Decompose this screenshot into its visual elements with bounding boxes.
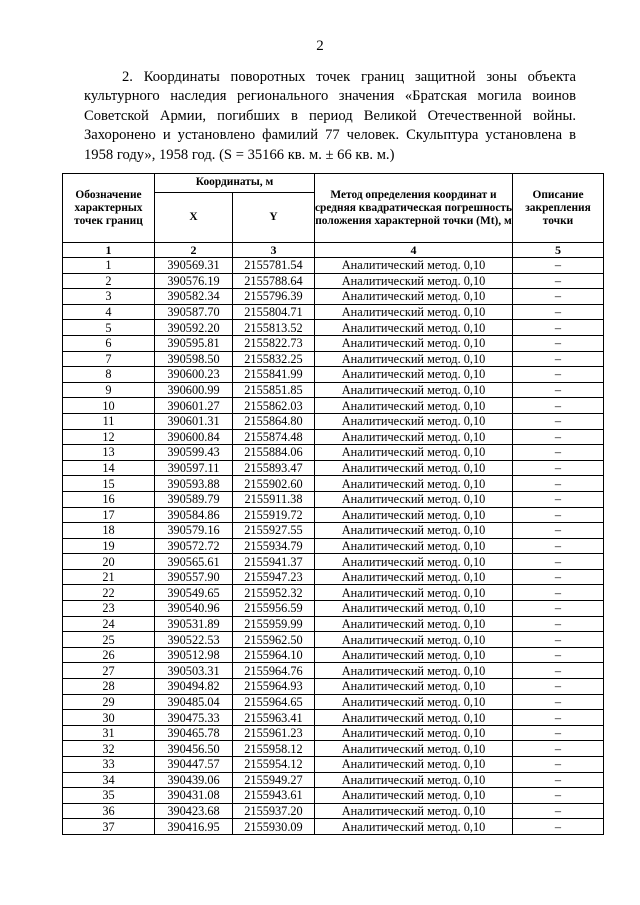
point-number-cell: 2 bbox=[63, 273, 155, 289]
description-cell: – bbox=[513, 585, 604, 601]
description-cell: – bbox=[513, 601, 604, 617]
table-row bbox=[63, 585, 604, 601]
x-coordinate-cell: 390584.86 bbox=[155, 507, 233, 523]
method-cell: Аналитический метод. 0,10 bbox=[315, 476, 513, 492]
y-coordinate-cell: 2155813.52 bbox=[233, 320, 315, 336]
x-coordinate-cell: 390569.31 bbox=[155, 258, 233, 274]
method-cell: Аналитический метод. 0,10 bbox=[315, 741, 513, 757]
description-cell: – bbox=[513, 304, 604, 320]
y-coordinate-cell: 2155788.64 bbox=[233, 273, 315, 289]
x-coordinate-cell: 390512.98 bbox=[155, 647, 233, 663]
x-coordinate-cell: 390465.78 bbox=[155, 725, 233, 741]
point-number-cell: 36 bbox=[63, 803, 155, 819]
x-coordinate-cell: 390600.84 bbox=[155, 429, 233, 445]
method-cell: Аналитический метод. 0,10 bbox=[315, 304, 513, 320]
header-description: Описание закрепления точки bbox=[513, 174, 604, 243]
x-coordinate-cell: 390503.31 bbox=[155, 663, 233, 679]
point-number-cell: 23 bbox=[63, 601, 155, 617]
x-coordinate-cell: 390599.43 bbox=[155, 445, 233, 461]
table-row bbox=[63, 725, 604, 741]
y-coordinate-cell: 2155832.25 bbox=[233, 351, 315, 367]
x-coordinate-cell: 390600.23 bbox=[155, 367, 233, 383]
x-coordinate-cell: 390531.89 bbox=[155, 616, 233, 632]
x-coordinate-cell: 390456.50 bbox=[155, 741, 233, 757]
description-cell: – bbox=[513, 320, 604, 336]
table-row bbox=[63, 304, 604, 320]
table-row bbox=[63, 523, 604, 539]
x-coordinate-cell: 390565.61 bbox=[155, 554, 233, 570]
table-row bbox=[63, 788, 604, 804]
y-coordinate-cell: 2155851.85 bbox=[233, 382, 315, 398]
column-number: 2 bbox=[155, 243, 233, 258]
y-coordinate-cell: 2155796.39 bbox=[233, 289, 315, 305]
y-coordinate-cell: 2155961.23 bbox=[233, 725, 315, 741]
description-cell: – bbox=[513, 569, 604, 585]
y-coordinate-cell: 2155954.12 bbox=[233, 757, 315, 773]
y-coordinate-cell: 2155962.50 bbox=[233, 632, 315, 648]
intro-paragraph bbox=[84, 68, 576, 165]
table-row bbox=[63, 258, 604, 274]
point-number-cell: 1 bbox=[63, 258, 155, 274]
x-coordinate-cell: 390447.57 bbox=[155, 757, 233, 773]
table-body bbox=[63, 258, 604, 835]
y-coordinate-cell: 2155963.41 bbox=[233, 710, 315, 726]
point-number-cell: 28 bbox=[63, 679, 155, 695]
method-cell: Аналитический метод. 0,10 bbox=[315, 554, 513, 570]
table-row bbox=[63, 710, 604, 726]
x-coordinate-cell: 390522.53 bbox=[155, 632, 233, 648]
table-row bbox=[63, 289, 604, 305]
y-coordinate-cell: 2155893.47 bbox=[233, 460, 315, 476]
method-cell: Аналитический метод. 0,10 bbox=[315, 601, 513, 617]
x-coordinate-cell: 390587.70 bbox=[155, 304, 233, 320]
method-cell: Аналитический метод. 0,10 bbox=[315, 429, 513, 445]
point-number-cell: 25 bbox=[63, 632, 155, 648]
description-cell: – bbox=[513, 382, 604, 398]
header-method: Метод определения координат и средняя квадратическая погрешность положения характерной точки (Mt), м bbox=[315, 174, 513, 243]
x-coordinate-cell: 390439.06 bbox=[155, 772, 233, 788]
point-number-cell: 11 bbox=[63, 413, 155, 429]
point-number-cell: 19 bbox=[63, 538, 155, 554]
description-cell: – bbox=[513, 335, 604, 351]
header-y: Y bbox=[233, 192, 315, 242]
description-cell: – bbox=[513, 741, 604, 757]
description-cell: – bbox=[513, 429, 604, 445]
table-row bbox=[63, 491, 604, 507]
x-coordinate-cell: 390576.19 bbox=[155, 273, 233, 289]
x-coordinate-cell: 390601.31 bbox=[155, 413, 233, 429]
method-cell: Аналитический метод. 0,10 bbox=[315, 772, 513, 788]
description-cell: – bbox=[513, 757, 604, 773]
table-row bbox=[63, 663, 604, 679]
point-number-cell: 16 bbox=[63, 491, 155, 507]
point-number-cell: 9 bbox=[63, 382, 155, 398]
table-row bbox=[63, 803, 604, 819]
description-cell: – bbox=[513, 819, 604, 835]
description-cell: – bbox=[513, 616, 604, 632]
point-number-cell: 37 bbox=[63, 819, 155, 835]
x-coordinate-cell: 390593.88 bbox=[155, 476, 233, 492]
description-cell: – bbox=[513, 803, 604, 819]
method-cell: Аналитический метод. 0,10 bbox=[315, 694, 513, 710]
table-row bbox=[63, 429, 604, 445]
description-cell: – bbox=[513, 694, 604, 710]
table-row bbox=[63, 554, 604, 570]
y-coordinate-cell: 2155927.55 bbox=[233, 523, 315, 539]
point-number-cell: 7 bbox=[63, 351, 155, 367]
y-coordinate-cell: 2155964.93 bbox=[233, 679, 315, 695]
table-row bbox=[63, 476, 604, 492]
description-cell: – bbox=[513, 632, 604, 648]
method-cell: Аналитический метод. 0,10 bbox=[315, 788, 513, 804]
column-number: 3 bbox=[233, 243, 315, 258]
description-cell: – bbox=[513, 725, 604, 741]
x-coordinate-cell: 390494.82 bbox=[155, 679, 233, 695]
x-coordinate-cell: 390598.50 bbox=[155, 351, 233, 367]
description-cell: – bbox=[513, 523, 604, 539]
y-coordinate-cell: 2155949.27 bbox=[233, 772, 315, 788]
point-number-cell: 35 bbox=[63, 788, 155, 804]
table-row bbox=[63, 569, 604, 585]
description-cell: – bbox=[513, 273, 604, 289]
y-coordinate-cell: 2155841.99 bbox=[233, 367, 315, 383]
point-number-cell: 13 bbox=[63, 445, 155, 461]
x-coordinate-cell: 390416.95 bbox=[155, 819, 233, 835]
y-coordinate-cell: 2155943.61 bbox=[233, 788, 315, 804]
x-coordinate-cell: 390600.99 bbox=[155, 382, 233, 398]
description-cell: – bbox=[513, 507, 604, 523]
x-coordinate-cell: 390572.72 bbox=[155, 538, 233, 554]
y-coordinate-cell: 2155919.72 bbox=[233, 507, 315, 523]
table-row bbox=[63, 679, 604, 695]
point-number-cell: 14 bbox=[63, 460, 155, 476]
point-number-cell: 12 bbox=[63, 429, 155, 445]
point-number-cell: 5 bbox=[63, 320, 155, 336]
method-cell: Аналитический метод. 0,10 bbox=[315, 398, 513, 414]
x-coordinate-cell: 390423.68 bbox=[155, 803, 233, 819]
table-row bbox=[63, 772, 604, 788]
y-coordinate-cell: 2155937.20 bbox=[233, 803, 315, 819]
point-number-cell: 3 bbox=[63, 289, 155, 305]
table-row bbox=[63, 351, 604, 367]
point-number-cell: 10 bbox=[63, 398, 155, 414]
point-number-cell: 6 bbox=[63, 335, 155, 351]
table-row bbox=[63, 616, 604, 632]
table-row bbox=[63, 382, 604, 398]
y-coordinate-cell: 2155930.09 bbox=[233, 819, 315, 835]
y-coordinate-cell: 2155964.65 bbox=[233, 694, 315, 710]
table-row bbox=[63, 273, 604, 289]
x-coordinate-cell: 390589.79 bbox=[155, 491, 233, 507]
y-coordinate-cell: 2155902.60 bbox=[233, 476, 315, 492]
description-cell: – bbox=[513, 663, 604, 679]
point-number-cell: 24 bbox=[63, 616, 155, 632]
description-cell: – bbox=[513, 538, 604, 554]
method-cell: Аналитический метод. 0,10 bbox=[315, 725, 513, 741]
y-coordinate-cell: 2155934.79 bbox=[233, 538, 315, 554]
x-coordinate-cell: 390431.08 bbox=[155, 788, 233, 804]
method-cell: Аналитический метод. 0,10 bbox=[315, 289, 513, 305]
column-number: 1 bbox=[63, 243, 155, 258]
method-cell: Аналитический метод. 0,10 bbox=[315, 258, 513, 274]
x-coordinate-cell: 390597.11 bbox=[155, 460, 233, 476]
point-number-cell: 32 bbox=[63, 741, 155, 757]
method-cell: Аналитический метод. 0,10 bbox=[315, 538, 513, 554]
method-cell: Аналитический метод. 0,10 bbox=[315, 507, 513, 523]
point-number-cell: 17 bbox=[63, 507, 155, 523]
description-cell: – bbox=[513, 679, 604, 695]
table-row bbox=[63, 819, 604, 835]
y-coordinate-cell: 2155864.80 bbox=[233, 413, 315, 429]
point-number-cell: 34 bbox=[63, 772, 155, 788]
table-row bbox=[63, 601, 604, 617]
method-cell: Аналитический метод. 0,10 bbox=[315, 663, 513, 679]
point-number-cell: 22 bbox=[63, 585, 155, 601]
x-coordinate-cell: 390592.20 bbox=[155, 320, 233, 336]
description-cell: – bbox=[513, 413, 604, 429]
method-cell: Аналитический метод. 0,10 bbox=[315, 569, 513, 585]
x-coordinate-cell: 390475.33 bbox=[155, 710, 233, 726]
point-number-cell: 30 bbox=[63, 710, 155, 726]
table-row bbox=[63, 413, 604, 429]
y-coordinate-cell: 2155959.99 bbox=[233, 616, 315, 632]
y-coordinate-cell: 2155952.32 bbox=[233, 585, 315, 601]
y-coordinate-cell: 2155958.12 bbox=[233, 741, 315, 757]
method-cell: Аналитический метод. 0,10 bbox=[315, 460, 513, 476]
point-number-cell: 8 bbox=[63, 367, 155, 383]
y-coordinate-cell: 2155956.59 bbox=[233, 601, 315, 617]
y-coordinate-cell: 2155862.03 bbox=[233, 398, 315, 414]
y-coordinate-cell: 2155804.71 bbox=[233, 304, 315, 320]
y-coordinate-cell: 2155964.76 bbox=[233, 663, 315, 679]
table-row bbox=[63, 445, 604, 461]
description-cell: – bbox=[513, 554, 604, 570]
page-number: 2 bbox=[316, 38, 324, 54]
method-cell: Аналитический метод. 0,10 bbox=[315, 367, 513, 383]
method-cell: Аналитический метод. 0,10 bbox=[315, 757, 513, 773]
header-coordinates: Координаты, м bbox=[155, 174, 315, 193]
description-cell: – bbox=[513, 476, 604, 492]
y-coordinate-cell: 2155964.10 bbox=[233, 647, 315, 663]
point-number-cell: 29 bbox=[63, 694, 155, 710]
method-cell: Аналитический метод. 0,10 bbox=[315, 679, 513, 695]
method-cell: Аналитический метод. 0,10 bbox=[315, 523, 513, 539]
table-row bbox=[63, 320, 604, 336]
x-coordinate-cell: 390595.81 bbox=[155, 335, 233, 351]
table-row bbox=[63, 538, 604, 554]
table-row bbox=[63, 460, 604, 476]
description-cell: – bbox=[513, 710, 604, 726]
y-coordinate-cell: 2155781.54 bbox=[233, 258, 315, 274]
method-cell: Аналитический метод. 0,10 bbox=[315, 320, 513, 336]
table-row bbox=[63, 632, 604, 648]
method-cell: Аналитический метод. 0,10 bbox=[315, 803, 513, 819]
description-cell: – bbox=[513, 445, 604, 461]
x-coordinate-cell: 390579.16 bbox=[155, 523, 233, 539]
point-number-cell: 27 bbox=[63, 663, 155, 679]
method-cell: Аналитический метод. 0,10 bbox=[315, 445, 513, 461]
table-row bbox=[63, 367, 604, 383]
point-number-cell: 26 bbox=[63, 647, 155, 663]
method-cell: Аналитический метод. 0,10 bbox=[315, 585, 513, 601]
coordinates-table bbox=[62, 173, 604, 835]
description-cell: – bbox=[513, 491, 604, 507]
point-number-cell: 4 bbox=[63, 304, 155, 320]
point-number-cell: 20 bbox=[63, 554, 155, 570]
header-x: X bbox=[155, 192, 233, 242]
method-cell: Аналитический метод. 0,10 bbox=[315, 491, 513, 507]
table-row bbox=[63, 398, 604, 414]
x-coordinate-cell: 390582.34 bbox=[155, 289, 233, 305]
x-coordinate-cell: 390557.90 bbox=[155, 569, 233, 585]
method-cell: Аналитический метод. 0,10 bbox=[315, 273, 513, 289]
header-designation: Обозначение характерных точек границ bbox=[63, 174, 155, 243]
method-cell: Аналитический метод. 0,10 bbox=[315, 632, 513, 648]
x-coordinate-cell: 390549.65 bbox=[155, 585, 233, 601]
description-cell: – bbox=[513, 398, 604, 414]
description-cell: – bbox=[513, 788, 604, 804]
point-number-cell: 21 bbox=[63, 569, 155, 585]
point-number-cell: 33 bbox=[63, 757, 155, 773]
x-coordinate-cell: 390601.27 bbox=[155, 398, 233, 414]
method-cell: Аналитический метод. 0,10 bbox=[315, 710, 513, 726]
x-coordinate-cell: 390540.96 bbox=[155, 601, 233, 617]
method-cell: Аналитический метод. 0,10 bbox=[315, 616, 513, 632]
description-cell: – bbox=[513, 367, 604, 383]
description-cell: – bbox=[513, 351, 604, 367]
description-cell: – bbox=[513, 460, 604, 476]
intro-text: 2. Координаты поворотных точек границ защитной зоны объекта культурного наследия регионального значения «Братская могила воинов Советской Армии, погибших в период Великой Отечественной войны. Захоронено и установлено фамилий 77 человек. Скульптура установлена в 1958 году», 1958 год. (S = 35166 кв. м. ± 66 кв. м.) bbox=[84, 69, 576, 163]
method-cell: Аналитический метод. 0,10 bbox=[315, 351, 513, 367]
y-coordinate-cell: 2155947.23 bbox=[233, 569, 315, 585]
description-cell: – bbox=[513, 772, 604, 788]
table-row bbox=[63, 647, 604, 663]
method-cell: Аналитический метод. 0,10 bbox=[315, 647, 513, 663]
table-row bbox=[63, 694, 604, 710]
column-number: 4 bbox=[315, 243, 513, 258]
table-row bbox=[63, 507, 604, 523]
y-coordinate-cell: 2155822.73 bbox=[233, 335, 315, 351]
y-coordinate-cell: 2155911.38 bbox=[233, 491, 315, 507]
description-cell: – bbox=[513, 258, 604, 274]
method-cell: Аналитический метод. 0,10 bbox=[315, 382, 513, 398]
point-number-cell: 31 bbox=[63, 725, 155, 741]
method-cell: Аналитический метод. 0,10 bbox=[315, 413, 513, 429]
point-number-cell: 15 bbox=[63, 476, 155, 492]
y-coordinate-cell: 2155941.37 bbox=[233, 554, 315, 570]
table-row bbox=[63, 741, 604, 757]
description-cell: – bbox=[513, 647, 604, 663]
description-cell: – bbox=[513, 289, 604, 305]
y-coordinate-cell: 2155884.06 bbox=[233, 445, 315, 461]
point-number-cell: 18 bbox=[63, 523, 155, 539]
method-cell: Аналитический метод. 0,10 bbox=[315, 335, 513, 351]
column-number: 5 bbox=[513, 243, 604, 258]
y-coordinate-cell: 2155874.48 bbox=[233, 429, 315, 445]
table-row bbox=[63, 757, 604, 773]
method-cell: Аналитический метод. 0,10 bbox=[315, 819, 513, 835]
table-row bbox=[63, 335, 604, 351]
x-coordinate-cell: 390485.04 bbox=[155, 694, 233, 710]
